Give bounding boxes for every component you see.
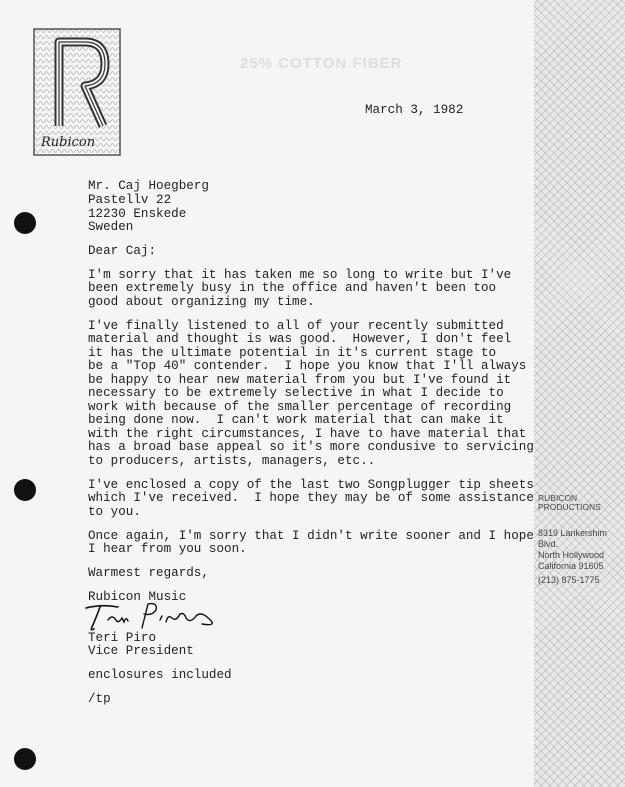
body-line: I've enclosed a copy of the last two Songplugger tip sheets [88, 478, 534, 492]
letterhead-sidebar [534, 0, 625, 787]
enclosures-note: enclosures included [88, 668, 232, 682]
signer-title: Vice President [88, 644, 194, 658]
body-line: has a broad base appeal so it's more condusive to servicing [88, 440, 534, 454]
body-line: Once again, I'm sorry that I didn't write sooner and I hope [88, 529, 534, 543]
body-line: I hear from you soon. [88, 542, 247, 556]
body-line: which I've received. I hope they may be of some assistance [88, 491, 534, 505]
body-line: work with because of the smaller percentage of recording [88, 400, 512, 414]
paper-watermark: 25% COTTON FIBER [240, 55, 403, 72]
body-line: be a "Top 40" contender. I hope you know that I'll always [88, 359, 527, 373]
closing: Warmest regards, [88, 566, 209, 580]
body-line: being done now. I can't work material that can make it [88, 413, 504, 427]
salutation: Dear Caj: [88, 244, 157, 258]
recipient-street: Pastellv 22 [88, 193, 172, 207]
letter-date: March 3, 1982 [365, 103, 464, 117]
handwritten-signature [82, 600, 222, 632]
recipient-name: Mr. Caj Hoegberg [88, 179, 209, 193]
recipient-country: Sweden [88, 220, 134, 234]
body-line: necessary to be extremely selective in what I decide to [88, 386, 504, 400]
punch-hole-1 [14, 212, 36, 234]
body-line: material and thought is was good. However, I don't feel [88, 332, 512, 346]
typist-initials: /tp [88, 692, 111, 706]
sidebar-address-line3: California 91605 [538, 561, 604, 571]
body-line: to you. [88, 505, 141, 519]
punch-hole-2 [14, 479, 36, 501]
body-line: been extremely busy in the office and haven't been too [88, 281, 497, 295]
sidebar-phone: (213) 875-1775 [538, 575, 600, 585]
body-line: with the right circumstances, I have to have material that [88, 427, 527, 441]
body-line: to producers, artists, managers, etc.. [88, 454, 376, 468]
body-line: it has the ultimate potential in it's current stage to [88, 346, 497, 360]
body-line: good about organizing my time. [88, 295, 315, 309]
body-line: I'm sorry that it has taken me so long to write but I've [88, 268, 512, 282]
signer-name: Teri Piro [88, 631, 157, 645]
sidebar-address-line1: 8319 Lankershim Blvd. [538, 528, 608, 549]
sidebar-company-line1: RUBICON [538, 493, 578, 503]
recipient-city: 12230 Enskede [88, 207, 187, 221]
body-line: I've finally listened to all of your recently submitted [88, 319, 504, 333]
sidebar-company-line2: PRODUCTIONS [538, 502, 601, 512]
company-name: Rubicon Music [88, 590, 187, 604]
body-line: be happy to hear new material from you but I've found it [88, 373, 512, 387]
punch-hole-3 [14, 748, 36, 770]
logo-wordmark: Rubicon [41, 135, 96, 150]
sidebar-address [538, 528, 624, 572]
sidebar-company [538, 494, 623, 512]
sidebar-address-line2: North Hollywood [538, 550, 605, 560]
rubicon-logo [33, 28, 121, 156]
